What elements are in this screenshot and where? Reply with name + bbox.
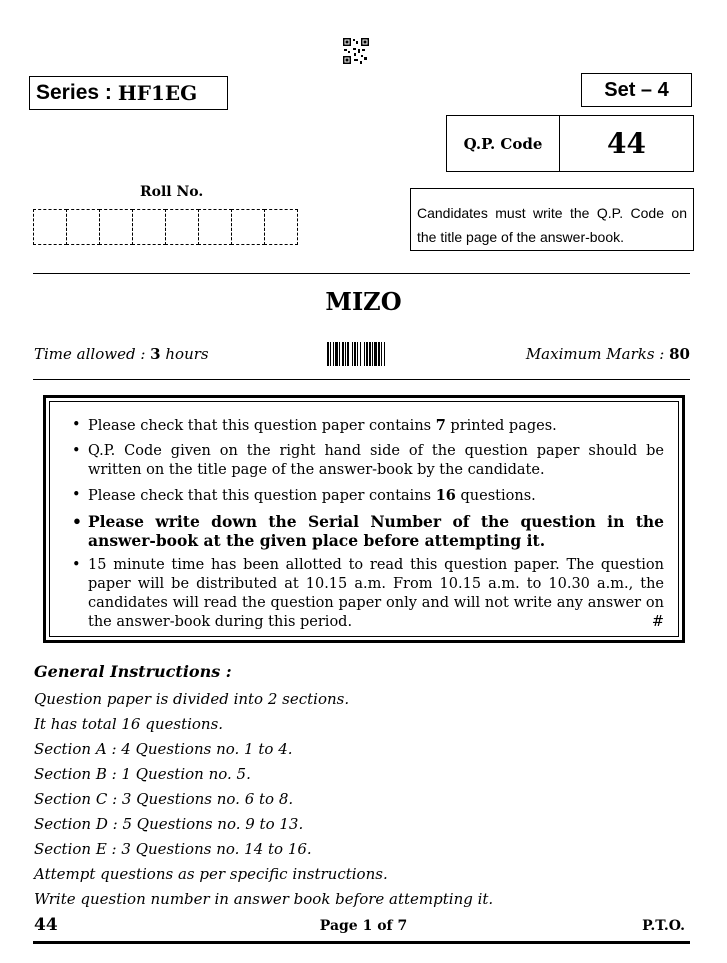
roll-no-cell[interactable]: [132, 209, 166, 245]
set-box: [581, 73, 692, 107]
time-allowed-value: 3: [150, 345, 161, 363]
roll-no-cell[interactable]: [33, 209, 67, 245]
time-allowed: [34, 345, 209, 363]
barcode-icon: [327, 342, 403, 366]
general-instruction-line: Section D : 5 Questions no. 9 to 13.: [34, 815, 304, 833]
candidates-note: Candidates must write the Q.P. Code on the title page of the answer-book.: [410, 188, 694, 251]
maximum-marks: [526, 345, 690, 363]
maximum-marks-label: Maximum Marks :: [525, 345, 665, 363]
footer-page-number: Page 1 of 7: [319, 918, 408, 934]
general-instruction-line: Section E : 3 Questions no. 14 to 16.: [34, 840, 312, 858]
qr-code-icon: [342, 37, 370, 65]
general-instruction-line: It has total 16 questions.: [34, 715, 224, 733]
instructions-box: [43, 395, 685, 643]
footer-pto: P.T.O.: [642, 918, 685, 934]
roll-no-cell[interactable]: [66, 209, 100, 245]
general-instructions-title: General Instructions :: [34, 662, 232, 681]
general-instruction-line: Section C : 3 Questions no. 6 to 8.: [34, 790, 294, 808]
set-label: Set – 4: [604, 78, 669, 101]
footer-qp-code: 44: [34, 915, 58, 935]
instruction-item: • Q.P. Code given on the right hand side of the question paper should be written on the title page of the answer-book by the candidate.: [72, 442, 664, 480]
qp-code-box: [446, 115, 694, 172]
instruction-item: • Please check that this question paper contains 7 printed pages.: [72, 416, 664, 436]
instruction-item: • Please write down the Serial Number of the question in the answer-book at the given place before attempting it.: [72, 512, 664, 550]
roll-no-cell[interactable]: [198, 209, 232, 245]
time-allowed-unit: hours: [165, 345, 209, 363]
subject-title: MIZO: [325, 287, 402, 316]
series-box: [29, 76, 228, 110]
qp-code-value: 44: [607, 127, 646, 160]
general-instructions-list: [34, 687, 493, 912]
series-code: HF1EG: [117, 81, 198, 105]
instruction-item: • Please check that this question paper contains 16 questions.: [72, 486, 664, 506]
instruction-item: • 15 minute time has been allotted to read this question paper. The question paper will be distributed at 10.15 a.m. From 10.15 a.m. to 10.30 a.m., the candidates will read the question paper only and will not write any answer on the answer-book during this period. #: [72, 556, 664, 632]
roll-no-label: Roll No.: [140, 184, 204, 200]
instruction-mark: #: [651, 614, 664, 630]
roll-no-cell[interactable]: [165, 209, 199, 245]
roll-no-cell[interactable]: [231, 209, 265, 245]
general-instruction-line: Section B : 1 Question no. 5.: [34, 765, 251, 783]
instructions-list: [72, 416, 664, 632]
time-allowed-label: Time allowed :: [34, 345, 146, 363]
divider-middle: [33, 379, 690, 380]
general-instruction-line: Attempt questions as per specific instructions.: [34, 865, 388, 883]
maximum-marks-value: 80: [669, 345, 690, 363]
roll-no-cell[interactable]: [264, 209, 298, 245]
general-instruction-line: Section A : 4 Questions no. 1 to 4.: [34, 740, 293, 758]
footer-divider: [33, 941, 690, 944]
series-label: Series :: [36, 81, 112, 104]
divider-top: [33, 273, 690, 274]
general-instruction-line: Write question number in answer book before attempting it.: [34, 890, 494, 908]
qp-code-label: Q.P. Code: [447, 116, 560, 171]
general-instruction-line: Question paper is divided into 2 sections.: [34, 690, 350, 708]
roll-no-cell[interactable]: [99, 209, 133, 245]
roll-no-boxes[interactable]: [33, 209, 297, 245]
